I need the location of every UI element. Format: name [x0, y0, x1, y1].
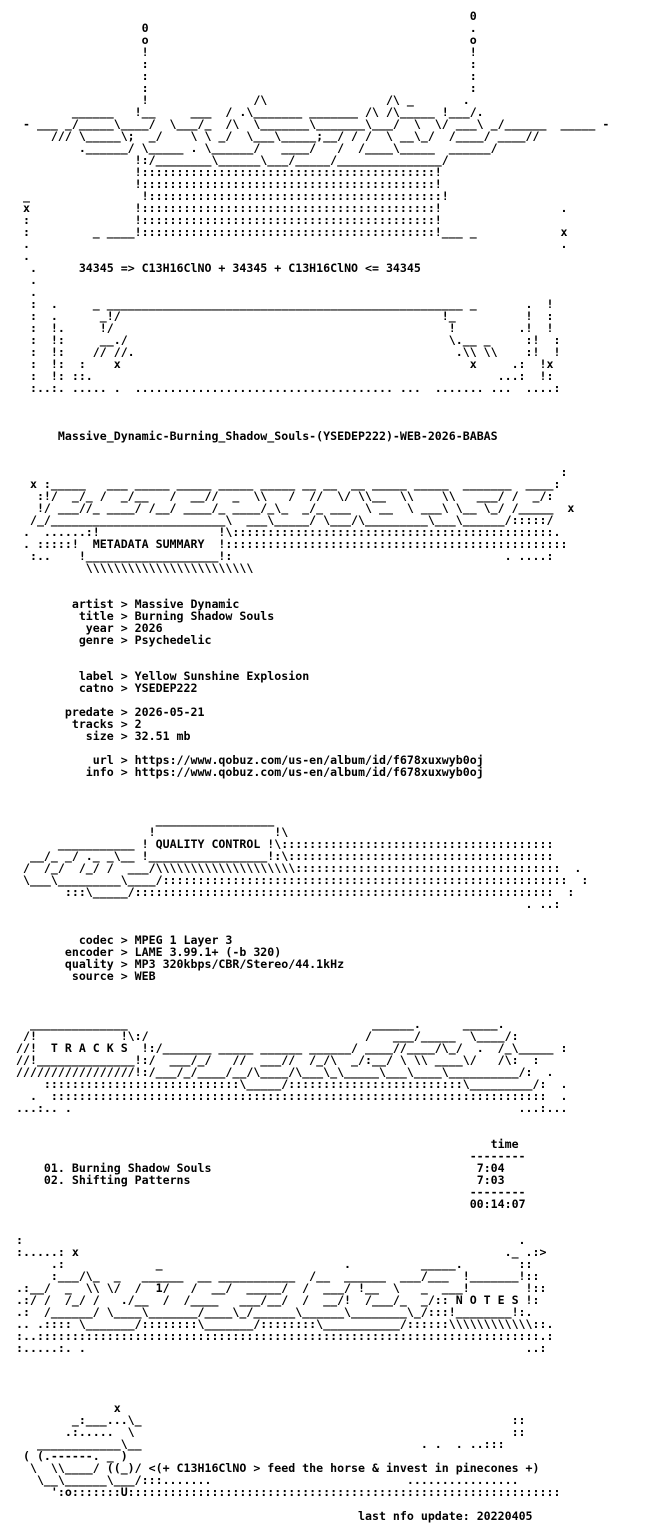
url-value: https://www.qobuz.com/us-en/album/id/f678xuxwyb0oj [134, 753, 484, 767]
blank-gap-4 [16, 910, 640, 934]
footer-text: <(+ C13H16ClNO > feed the horse & invest in pinecones +) [148, 1461, 540, 1475]
blank-gap-2 [16, 574, 640, 598]
metadata-section-title: METADATA SUMMARY [92, 537, 205, 551]
blank-gap-1 [16, 394, 640, 430]
year-value: 2026 [134, 621, 163, 635]
header-art-bottom: . . : . _ ___________________________________________________ _ . ! : . _!/ !_ ! : : !. !/ ! .! ! : !: __./ \.__ _ :! : : !: // //. .\\ \\ :! ! : !: : x x .: !x : !: ::. ...: !: :..:. ..... . ..................................... ... ....... ... ....: [29, 273, 561, 395]
blank-gap-3 [16, 778, 640, 814]
info-value: https://www.qobuz.com/us-en/album/id/f678xuxwyb0oj [134, 765, 484, 779]
formula-text: 34345 => C13H16ClNO + 34345 + C13H16ClNO <= 34345 [78, 261, 421, 275]
tracks-section-title: T R A C K S [50, 1041, 128, 1055]
track-2-time: 7:03 [476, 1173, 505, 1187]
metadata-fields: artist > Massive Dynamic title > Burning Shadow Souls year > 2026 genre > Psychedelic label > Yellow Sunshine Explosion catno > YSEDEP222 predate > 2026-05-21 tracks > 2 size > 32.51 mb url > https://www.qobuz.com/us-en/album/id/f678xuxwyb0oj info > https://www.qobuz.com/us-en/album/id/f678xuxwyb0oj [16, 597, 484, 779]
size-value: 32.51 mb [134, 729, 191, 743]
track-2-title: Shifting Patterns [71, 1173, 191, 1187]
release-name: Massive_Dynamic-Burning_Shadow_Souls-(YSEDEP222)-WEB-2026-BABAS [57, 429, 498, 443]
codec-value: MPEG 1 Layer 3 [134, 933, 233, 947]
footer-art: x _:___...\_ :: .:..... \ :: ____________\__ . . . ..::: [36, 1401, 526, 1451]
header-art: ______ !__ ___ / .\_______ _______ /\ /\_____ !___/. - ___ _/_____\____/ \___/_ /\ \_______\_______\___/ \ \/ ___\ _/______ _____ - /// \_____\; _/ \ \ _/ \___\_____;__/ / / \ __\_/ /____/ ____// .______/ \_____ . \______/ ____/ / /____\_____ ______/ !:/________\______\___/_____/_______________/ !::::::::::::::::::::::::::::::::::::::::::! !::::::::::::::::::::::::::::::::::::::::::! _ !::::::::::::::::::::::::::::::::::::::::::! x !::::::::::::::::::::::::::::::::::::::::::! . : !::::::::::::::::::::::::::::::::::::::::::! : _ ____!::::::::::::::::::::::::::::::::::::::::::!___ _ x . . . [22, 105, 610, 263]
blank-gap-7 [16, 1210, 640, 1234]
track-1-title: Burning Shadow Souls [71, 1161, 212, 1175]
blank-gap-5 [16, 982, 640, 1018]
quality-art-bottom: __/_ _/ ._ _\__ !_________________!:\:::::::::::::::::::::::::::::::::::::: / /_/ /_/ / ___/\\\\\\\\\\\\\\\\\\\\:::::::::::::::::::::::::::::::::::::: . \___\_________\____/:::::::::::::::::::::::::::::::::::::::::::::::::::::::::: : :::\_____/:::::::::::::::::::::::::::::::::::::::::::::::::::::::::::: : . ..: [22, 849, 589, 911]
notes-art-bottom: .: /______/ \____\_______/____\_/______\______\________\_/:::!________!:. .. .:::: \_______/::::::::\_______/::::::::\___________/::::::\\\\\\\\\\\\::. :..::::::::::::::::::::::::::::::::::::::::::::::::::::::::::::::::::::::::.: :.....:. . ..: [16, 1305, 554, 1355]
time-header: time [490, 1137, 519, 1151]
last-update-line [16, 1498, 640, 1522]
quality-fields: codec > MPEG 1 Layer 3 encoder > LAME 3.99.1+ (-b 320) quality > MP3 320kbps/CBR/Stereo/44.1kHz source > WEB [16, 933, 345, 983]
quality-value: MP3 320kbps/CBR/Stereo/44.1kHz [134, 957, 345, 971]
track-2-num: 02. [43, 1173, 65, 1187]
metadata-art-bottom: :.. !___________________!: . ....: \\\\\\\\\\\\\\\\\\\\\\\\ [29, 549, 554, 575]
notes-title-line: .:/ / /_/ / ./__ / /____ ___/__/ / __/! /___/_ _/:: N O T E S !: [16, 1293, 540, 1307]
metadata-title-line: . :::::! METADATA SUMMARY !::::::::::::::::::::::::::::::::::::::::::::::::: [16, 537, 568, 551]
release-line [16, 430, 640, 442]
catno-value: YSEDEP222 [134, 681, 198, 695]
header-art-top: 0 0 . o o ! ! : : : : : : ! /\ /\ _ . [141, 9, 477, 107]
quality-title-line: ___________ ! QUALITY CONTROL !\::::::::::::::::::::::::::::::::::::::: [16, 837, 554, 851]
blank-gap-6 [16, 1114, 640, 1138]
footer-line: ( (.------. _ ) \ \\____/ ((_)/ <(+ C13H16ClNO > feed the horse & invest in pinecones +) [22, 1449, 540, 1475]
formula-line: . 34345 => C13H16ClNO + 34345 + C13H16ClNO <= 34345 [16, 261, 421, 275]
genre-value: Psychedelic [134, 633, 212, 647]
tracks-list: time -------- 01. Burning Shadow Souls 7:04 02. Shifting Patterns 7:03 -------- 00:14:07 [43, 1137, 526, 1211]
predate-value: 2026-05-21 [134, 705, 205, 719]
notes-art: : . :.....: x ._ .:> .: _ . _____. :: :___/\_ _ ______ __ ___________ /__ ______ ___/___ !_______!:: .:__/ _ \\ \/ / 1/ / __/ _____/ / ___/ !__ \ _ ___! !:: [16, 1233, 547, 1295]
track-1-num: 01. [43, 1161, 65, 1175]
quality-section-title: QUALITY CONTROL [155, 837, 261, 851]
footer-art-bottom: \__\______\___/:::....... ................ ':o:::::::U:::::::::::::::::::::::::::::::::::::::::::::::::::::::::::::: [36, 1473, 561, 1499]
label-value: Yellow Sunshine Explosion [134, 669, 310, 683]
metadata-art: : x :_____ ___ _____ _____ _____ _____ __ __ __ _____ _____ _______ ____: :!/ _/_ / _/__ / __// _ \\ / // \/ \\__ \\ \\ ___/ / _/: !/ ___//_ ____/ /__/ ____/_ ____/_\_ _/_ ___ \ __ \ ___\ \__ \_/ /_____ x /_/_________________________\ ___\_____/ \___/\_________\___\______/:::::/ . ......:! !\::::::::::::::::::::::::::::::::::::::::::::::. [22, 465, 575, 539]
notes-section-title: N O T E S [455, 1293, 519, 1307]
artist-value: Massive Dynamic [134, 597, 240, 611]
source-value: WEB [134, 969, 156, 983]
encoder-value: LAME 3.99.1+ (-b 320) [134, 945, 282, 959]
track-1-time: 7:04 [476, 1161, 505, 1175]
blank-gap-8 [16, 1354, 640, 1402]
nfo-document [16, 10, 640, 1522]
tracks-title-line: //! T R A C K S !:/_______ _____ ______ ______/ ____//____/\_/ . /_\_____ : [16, 1041, 568, 1055]
last-update-text: last nfo update: 20220405 [358, 1509, 533, 1523]
title-value: Burning Shadow Souls [134, 609, 275, 623]
quality-art: _________________ ! !\ [148, 813, 289, 839]
tracks-art: ______________ ______. _____. /! !\:/ / ___/_____ \____/: [22, 1017, 519, 1043]
tracks-art-bottom: //!______________!:/ ___/_/ // ___// /_/\ _/:__/ \ \\ ____\/ /\: : /////////////////!:/___/_/____/__/\____/\___\_\_____\___\____\__________/: . ::::::::::::::::::::::::::::\_____/:::::::::::::::::::::::::\_________/: . . ::::::::::::::::::::::::::::::::::::::::::::::::::::::::::::::::::::::: . ...:.. . ...:... [16, 1053, 568, 1115]
tracks-value: 2 [134, 717, 142, 731]
total-time: 00:14:07 [469, 1197, 526, 1211]
